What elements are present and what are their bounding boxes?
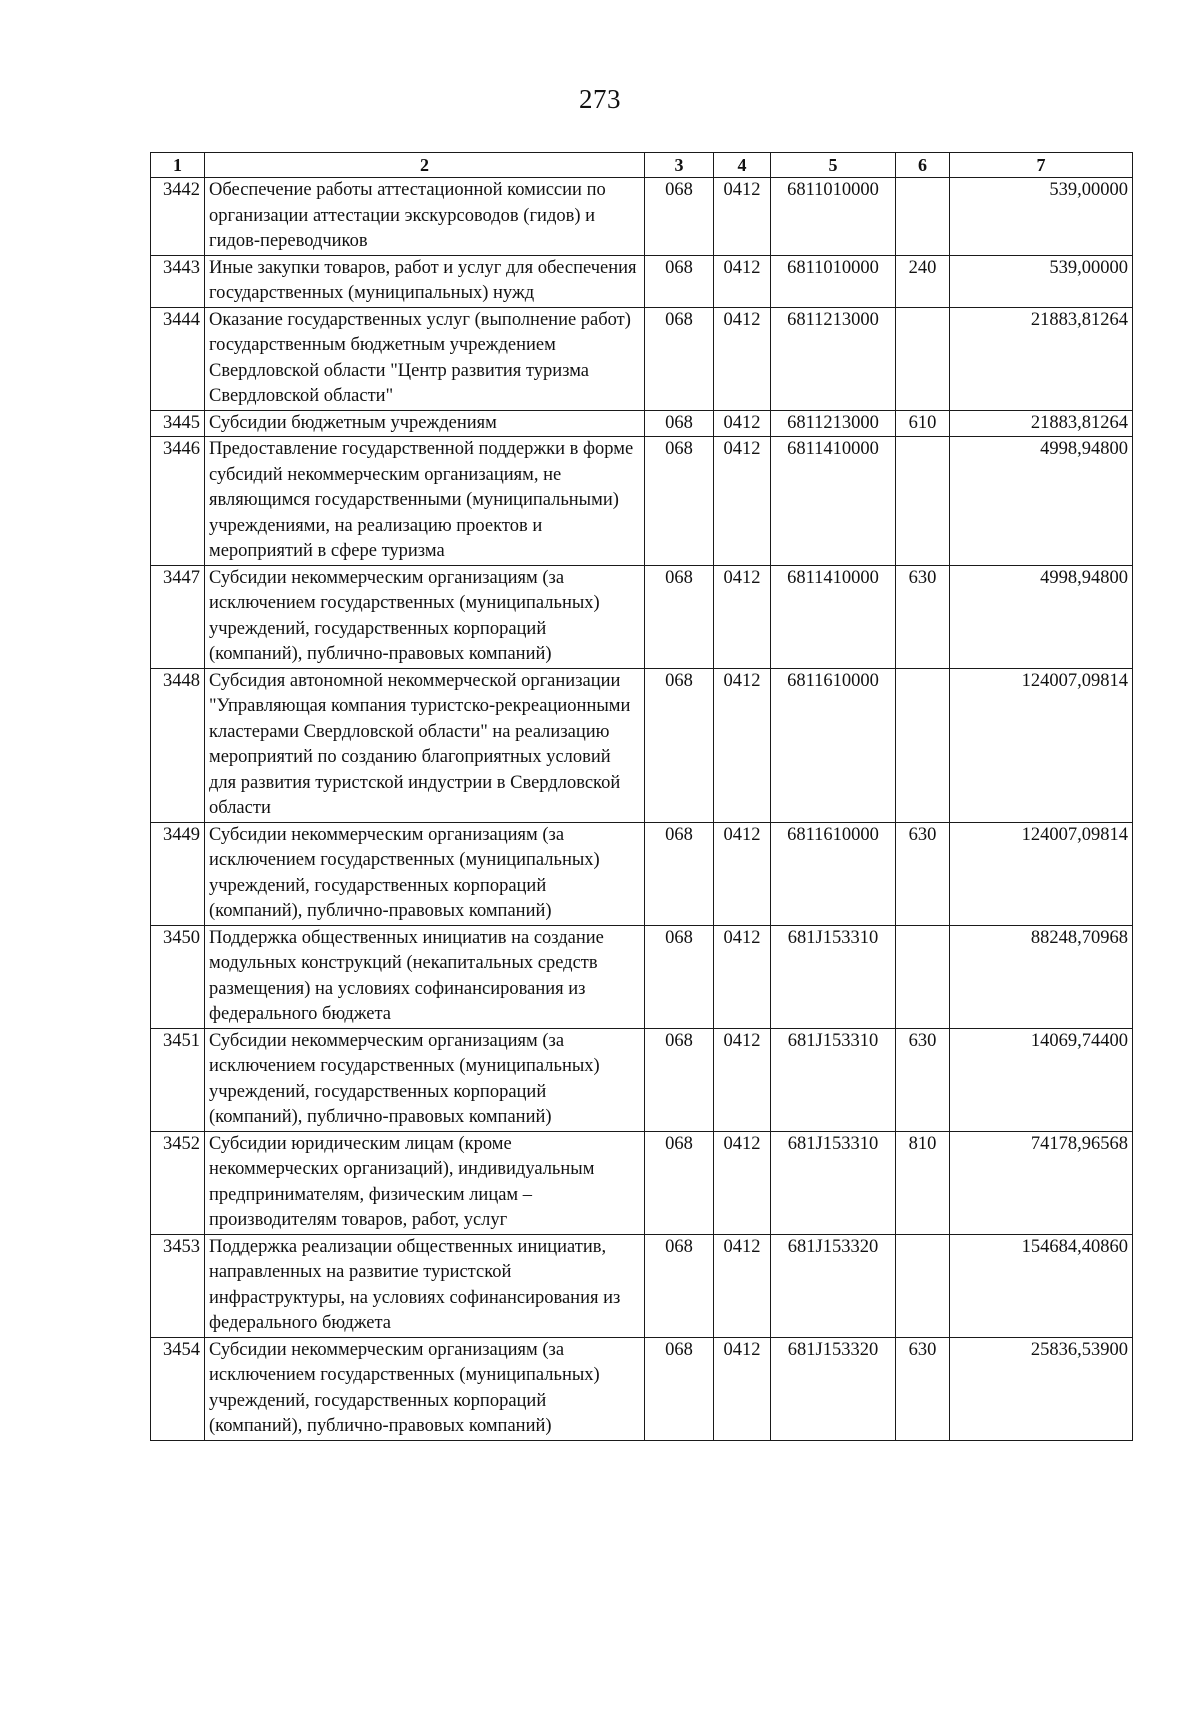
- row-code-4: 0412: [714, 255, 771, 307]
- table-row: [151, 410, 1133, 437]
- row-code-6: [896, 668, 950, 822]
- table-row: [151, 1234, 1133, 1337]
- table-row: [151, 822, 1133, 925]
- row-amount: 4998,94800: [950, 565, 1133, 668]
- row-number: 3449: [151, 822, 205, 925]
- row-code-5: 681J153310: [771, 1131, 896, 1234]
- row-code-6: 610: [896, 410, 950, 437]
- row-number: 3450: [151, 925, 205, 1028]
- row-amount: 124007,09814: [950, 668, 1133, 822]
- row-description: Субсидии юридическим лицам (кроме некоммерческих организаций), индивидуальным предпринимателям, физическим лицам – производителям товаров, работ, услуг: [205, 1131, 645, 1234]
- row-code-6: [896, 307, 950, 410]
- column-header: 4: [714, 153, 771, 178]
- row-amount: 539,00000: [950, 178, 1133, 256]
- table-row: [151, 565, 1133, 668]
- row-code-5: 681J153310: [771, 925, 896, 1028]
- row-code-5: 6811610000: [771, 822, 896, 925]
- row-code-6: 630: [896, 1028, 950, 1131]
- row-description: Субсидии некоммерческим организациям (за исключением государственных (муниципальных) учреждений, государственных корпораций (компаний), публично-правовых компаний): [205, 1337, 645, 1440]
- row-code-5: 6811410000: [771, 565, 896, 668]
- table-row: [151, 925, 1133, 1028]
- row-code-6: 630: [896, 1337, 950, 1440]
- row-code-4: 0412: [714, 410, 771, 437]
- row-description: Оказание государственных услуг (выполнение работ) государственным бюджетным учреждением Свердловской области "Центр развития туризма Свердловской области": [205, 307, 645, 410]
- row-code-3: 068: [645, 178, 714, 256]
- row-code-4: 0412: [714, 1337, 771, 1440]
- row-amount: 4998,94800: [950, 437, 1133, 566]
- column-header: 3: [645, 153, 714, 178]
- row-amount: 539,00000: [950, 255, 1133, 307]
- column-header: 1: [151, 153, 205, 178]
- row-amount: 14069,74400: [950, 1028, 1133, 1131]
- row-amount: 74178,96568: [950, 1131, 1133, 1234]
- row-code-6: 240: [896, 255, 950, 307]
- row-code-6: [896, 178, 950, 256]
- row-code-3: 068: [645, 307, 714, 410]
- row-code-3: 068: [645, 668, 714, 822]
- row-code-6: [896, 437, 950, 566]
- row-code-3: 068: [645, 410, 714, 437]
- row-description: Поддержка реализации общественных инициатив, направленных на развитие туристской инфраструктуры, на условиях софинансирования из федерального бюджета: [205, 1234, 645, 1337]
- row-description: Субсидии некоммерческим организациям (за исключением государственных (муниципальных) учреждений, государственных корпораций (компаний), публично-правовых компаний): [205, 822, 645, 925]
- table-row: [151, 1028, 1133, 1131]
- row-code-3: 068: [645, 1131, 714, 1234]
- row-number: 3447: [151, 565, 205, 668]
- row-code-6: 630: [896, 822, 950, 925]
- row-code-3: 068: [645, 925, 714, 1028]
- row-description: Субсидия автономной некоммерческой организации "Управляющая компания туристско-рекреационными кластерами Свердловской области" на реализацию мероприятий по созданию благоприятных условий для развития туристской индустрии в Свердловской области: [205, 668, 645, 822]
- table-row: [151, 255, 1133, 307]
- row-code-3: 068: [645, 255, 714, 307]
- row-code-3: 068: [645, 1337, 714, 1440]
- row-number: 3443: [151, 255, 205, 307]
- row-code-4: 0412: [714, 565, 771, 668]
- row-code-5: 6811213000: [771, 410, 896, 437]
- column-header: 5: [771, 153, 896, 178]
- row-amount: 21883,81264: [950, 410, 1133, 437]
- page-number: 273: [579, 84, 621, 114]
- row-number: 3442: [151, 178, 205, 256]
- row-code-4: 0412: [714, 307, 771, 410]
- row-description: Иные закупки товаров, работ и услуг для обеспечения государственных (муниципальных) нужд: [205, 255, 645, 307]
- row-amount: 154684,40860: [950, 1234, 1133, 1337]
- row-amount: 124007,09814: [950, 822, 1133, 925]
- row-code-4: 0412: [714, 1028, 771, 1131]
- row-code-5: 6811010000: [771, 255, 896, 307]
- row-code-4: 0412: [714, 925, 771, 1028]
- row-number: 3445: [151, 410, 205, 437]
- row-description: Субсидии бюджетным учреждениям: [205, 410, 645, 437]
- row-amount: 21883,81264: [950, 307, 1133, 410]
- row-description: Субсидии некоммерческим организациям (за исключением государственных (муниципальных) учреждений, государственных корпораций (компаний), публично-правовых компаний): [205, 1028, 645, 1131]
- row-description: Предоставление государственной поддержки в форме субсидий некоммерческим организациям, не являющимся государственными (муниципальными) учреждениями, на реализацию проектов и мероприятий в сфере туризма: [205, 437, 645, 566]
- row-code-4: 0412: [714, 437, 771, 566]
- row-code-3: 068: [645, 1234, 714, 1337]
- row-code-6: [896, 925, 950, 1028]
- row-amount: 25836,53900: [950, 1337, 1133, 1440]
- table-row: [151, 1131, 1133, 1234]
- row-code-5: 681J153320: [771, 1337, 896, 1440]
- row-number: 3444: [151, 307, 205, 410]
- row-code-6: [896, 1234, 950, 1337]
- row-code-4: 0412: [714, 822, 771, 925]
- row-code-4: 0412: [714, 1234, 771, 1337]
- row-description: Субсидии некоммерческим организациям (за исключением государственных (муниципальных) учреждений, государственных корпораций (компаний), публично-правовых компаний): [205, 565, 645, 668]
- row-number: 3452: [151, 1131, 205, 1234]
- column-header: 2: [205, 153, 645, 178]
- row-code-4: 0412: [714, 668, 771, 822]
- row-code-4: 0412: [714, 178, 771, 256]
- row-number: 3454: [151, 1337, 205, 1440]
- row-number: 3453: [151, 1234, 205, 1337]
- table-row: [151, 668, 1133, 822]
- row-code-3: 068: [645, 437, 714, 566]
- row-code-5: 6811410000: [771, 437, 896, 566]
- table-row: [151, 1337, 1133, 1440]
- table-row: [151, 437, 1133, 566]
- column-header: 7: [950, 153, 1133, 178]
- row-code-5: 6811213000: [771, 307, 896, 410]
- row-number: 3448: [151, 668, 205, 822]
- column-header: 6: [896, 153, 950, 178]
- row-code-3: 068: [645, 1028, 714, 1131]
- row-description: Поддержка общественных инициатив на создание модульных конструкций (некапитальных средств размещения) на условиях софинансирования из федерального бюджета: [205, 925, 645, 1028]
- row-code-3: 068: [645, 565, 714, 668]
- row-code-5: 681J153320: [771, 1234, 896, 1337]
- table-row: [151, 178, 1133, 256]
- row-description: Обеспечение работы аттестационной комиссии по организации аттестации экскурсоводов (гидов) и гидов-переводчиков: [205, 178, 645, 256]
- row-amount: 88248,70968: [950, 925, 1133, 1028]
- row-code-5: 681J153310: [771, 1028, 896, 1131]
- row-number: 3451: [151, 1028, 205, 1131]
- budget-table: [150, 152, 1133, 1441]
- row-code-6: 810: [896, 1131, 950, 1234]
- row-code-5: 6811010000: [771, 178, 896, 256]
- row-code-4: 0412: [714, 1131, 771, 1234]
- row-code-6: 630: [896, 565, 950, 668]
- table-row: [151, 307, 1133, 410]
- header-row: [151, 153, 1133, 178]
- row-number: 3446: [151, 437, 205, 566]
- row-code-5: 6811610000: [771, 668, 896, 822]
- row-code-3: 068: [645, 822, 714, 925]
